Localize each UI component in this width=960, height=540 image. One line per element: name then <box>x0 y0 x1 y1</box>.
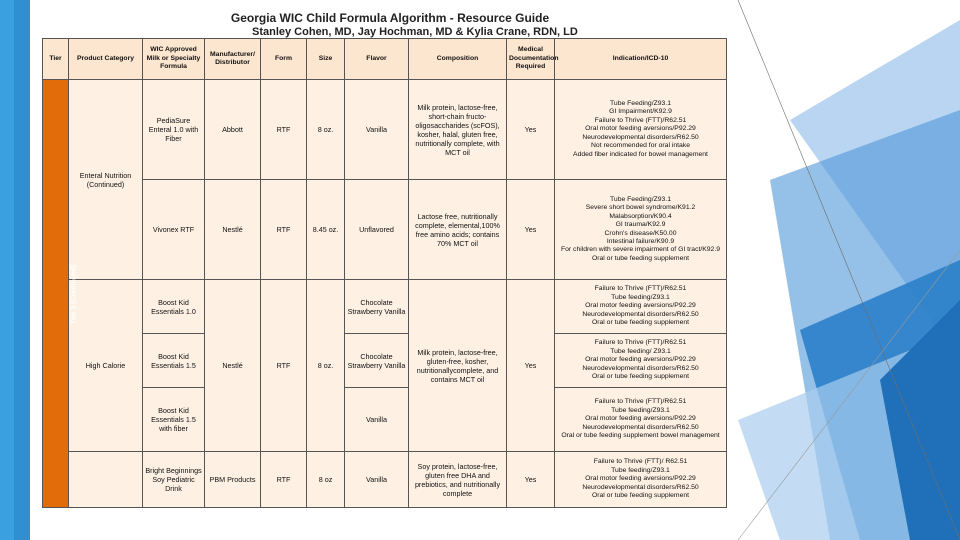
indication-line: Oral motor feeding aversions/P92.29 <box>585 415 696 423</box>
composition-cell: Lactose free, nutritionally complete, elemental,100% free amino acids; contains 70% MCT oil <box>409 180 507 280</box>
manufacturer-cell: PBM Products <box>205 452 261 508</box>
indication-line: Added fiber indicated for bowel management <box>573 150 708 158</box>
indication-line: Oral motor feeding aversions/P92.29 <box>585 475 696 483</box>
indication-line: Neurodevelopmental disorders/R62.50 <box>582 133 699 141</box>
indication-line: Malabsorption/K90.4 <box>609 212 672 220</box>
flavor-cell: Vanilla <box>345 452 409 508</box>
table-row <box>43 180 727 280</box>
documentation-cell: Yes <box>507 80 555 180</box>
documentation-cell: Yes <box>507 280 555 452</box>
header-indication: Indication/ICD-10 <box>555 39 727 80</box>
header-category: Product Category <box>69 39 143 80</box>
indication-line: Failure to Thrive (FTT)/ R62.51 <box>593 458 688 466</box>
size-cell: 8.45 oz. <box>307 180 345 280</box>
composition-cell: Milk protein, lactose-free, gluten-free, kosher, nutritionallycomplete, and contains MCT oil <box>409 280 507 452</box>
indication-line: Crohn's disease/K50.00 <box>604 229 677 237</box>
indication-line: Failure to Thrive (FTT)/R62.51 <box>594 339 687 347</box>
form-cell: RTF <box>261 280 307 452</box>
indication-line: Oral or tube feeding supplement bowel management <box>561 432 720 440</box>
indication-line: Intestinal failure/K90.9 <box>606 237 675 245</box>
indication-cell <box>555 280 727 334</box>
document-authors: Stanley Cohen, MD, Jay Hochman, MD & Kylia Crane, RDN, LD <box>252 26 578 38</box>
indication-line: Neurodevelopmental disorders/R62.50 <box>582 310 699 318</box>
table-row <box>43 388 727 452</box>
header-size: Size <box>307 39 345 80</box>
tier-label: Tier 3 (Continued) <box>70 264 78 325</box>
size-cell: 8 oz <box>307 452 345 508</box>
flavor-cell: Unflavored <box>345 180 409 280</box>
indication-line: Not recommended for oral intake <box>591 142 690 150</box>
size-cell: 8 oz. <box>307 280 345 452</box>
category-cell <box>69 452 143 508</box>
indication-line: Failure to Thrive (FTT)/R62.51 <box>594 398 687 406</box>
manufacturer-cell: Abbott <box>205 80 261 180</box>
header-composition: Composition <box>409 39 507 80</box>
indication-line: Oral or tube feeding supplement <box>591 319 690 327</box>
flavor-cell: Chocolate Strawberry Vanilla <box>345 280 409 334</box>
header-tier: Tier <box>43 39 69 80</box>
documentation-cell: Yes <box>507 180 555 280</box>
product-cell: Vivonex RTF <box>143 180 205 280</box>
indication-line: Tube feeding/ Z93.1 <box>610 347 671 355</box>
indication-line: Tube Feeding/Z93.1 <box>610 99 671 107</box>
product-cell: Boost Kid Essentials 1.5 with fiber <box>143 388 205 452</box>
category-cell: Enteral Nutrition (Continued) <box>69 80 143 280</box>
product-cell: Boost Kid Essentials 1.0 <box>143 280 205 334</box>
indication-cell <box>555 180 727 280</box>
indication-cell <box>555 388 727 452</box>
indication-line: Failure to Thrive (FTT)/R62.51 <box>594 285 687 293</box>
indication-line: Neurodevelopmental disorders/R62.50 <box>582 364 699 372</box>
flavor-cell: Vanilla <box>345 388 409 452</box>
product-cell: PediaSure Enteral 1.0 with Fiber <box>143 80 205 180</box>
table-row <box>43 80 727 180</box>
header-row <box>43 39 727 80</box>
indication-line: Neurodevelopmental disorders/R62.50 <box>582 423 699 431</box>
indication-line: GI Impairment/K92.9 <box>609 108 672 116</box>
indication-line: Oral or tube feeding supplement <box>591 373 690 381</box>
category-cell: High Calorie <box>69 280 143 452</box>
indication-cell <box>555 452 727 508</box>
indication-line: Oral or tube feeding supplement <box>591 254 690 262</box>
indication-line: GI trauma/K92.9 <box>615 221 666 229</box>
indication-line: For children with severe impairment of GI tract/K92.9 <box>560 246 721 254</box>
manufacturer-cell: Nestlé <box>205 280 261 452</box>
indication-line: Tube feeding/Z93.1 <box>611 293 670 301</box>
size-cell: 8 oz. <box>307 80 345 180</box>
composition-cell: Milk protein, lactose-free, short-chain fructo-oligosaccharides (scFOS), kosher, halal, gluten free, nutritionally complete, with MCT oil <box>409 80 507 180</box>
header-manufacturer: Manufacturer/ Distributor <box>205 39 261 80</box>
form-cell: RTF <box>261 452 307 508</box>
documentation-cell: Yes <box>507 452 555 508</box>
table-row <box>43 452 727 508</box>
form-cell: RTF <box>261 80 307 180</box>
formula-table <box>42 38 727 508</box>
manufacturer-cell: Nestlé <box>205 180 261 280</box>
header-product: WIC Approved Milk or Specialty Formula <box>143 39 205 80</box>
indication-cell <box>555 80 727 180</box>
indication-line: Neurodevelopmental disorders/R62.50 <box>582 483 699 491</box>
composition-cell: Soy protein, lactose-free, gluten free DHA and prebiotics, and nutritionally complete <box>409 452 507 508</box>
document-title: Georgia WIC Child Formula Algorithm - Resource Guide <box>230 11 550 25</box>
indication-line: Oral or tube feeding supplement <box>591 492 690 500</box>
header-form: Form <box>261 39 307 80</box>
indication-cell <box>555 334 727 388</box>
indication-line: Failure to Thrive (FTT)/R62.51 <box>594 116 687 124</box>
indication-line: Oral motor feeding aversions/P92.29 <box>585 356 696 364</box>
header-flavor: Flavor <box>345 39 409 80</box>
form-cell: RTF <box>261 180 307 280</box>
header-documentation: Medical Documentation Required <box>507 39 555 80</box>
indication-line: Tube feeding/Z93.1 <box>611 406 670 414</box>
table-row <box>43 280 727 334</box>
product-cell: Boost Kid Essentials 1.5 <box>143 334 205 388</box>
product-cell: Bright Beginnings Soy Pediatric Drink <box>143 452 205 508</box>
flavor-cell: Vanilla <box>345 80 409 180</box>
table-row <box>43 334 727 388</box>
indication-line: Tube feeding/Z93.1 <box>611 466 670 474</box>
flavor-cell: Chocolate Strawberry Vanilla <box>345 334 409 388</box>
indication-line: Oral motor feeding aversions/P92.29 <box>585 302 696 310</box>
indication-line: Oral motor feeding aversions/P92.29 <box>585 125 696 133</box>
indication-line: Tube Feeding/Z93.1 <box>610 195 671 203</box>
tier-cell <box>43 80 78 508</box>
indication-line: Severe short bowel syndrome/K91.2 <box>585 204 696 212</box>
